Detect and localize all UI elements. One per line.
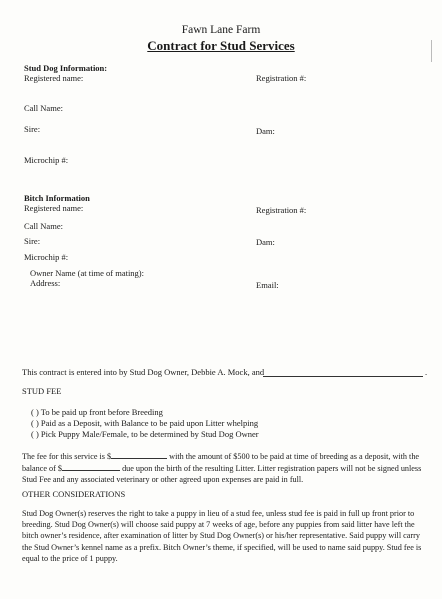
- page-title: Contract for Stud Services: [147, 38, 295, 53]
- bitch-registered-name-label: Registered name:: [24, 203, 84, 213]
- fee-paragraph: [22, 450, 430, 486]
- fee-option-1[interactable]: [31, 407, 163, 417]
- stud-registered-name-label: Registered name:: [24, 73, 84, 83]
- bitch-sire-label: Sire:: [24, 236, 41, 246]
- owner-name-label: Owner Name (at time of mating):: [30, 268, 145, 278]
- fee-text-3: of $: [49, 464, 63, 474]
- fee-option-3-checkbox[interactable]: ( ): [31, 429, 39, 439]
- bitch-owner-name-blank[interactable]: [263, 376, 423, 377]
- stud-fee-heading: STUD FEE: [22, 386, 62, 396]
- other-considerations-heading: OTHER CONSIDERATIONS: [22, 489, 126, 499]
- intro-period: .: [425, 367, 428, 377]
- fee-option-2-checkbox[interactable]: ( ): [31, 418, 39, 428]
- fee-option-1-checkbox[interactable]: ( ): [31, 407, 39, 417]
- other-considerations-text: Stud Dog Owner(s) reserves the right to take a puppy in lieu of a stud fee, unless stud fee is paid in full up front prior to breeding. Stud Dog Owner(s) will choose said puppy at 7 weeks of age, before any puppies from said litter have left the bitch owner’s residence, after examination of litter by Stud Dog Owner(s) or his/her representative. Said puppy will carry the Stud Owner’s kennel name as a prefix. Bitch Owner’s theme, if specified, will be used to name said puppy. Stud fee is equal to the price of 1 puppy.: [22, 509, 422, 563]
- email-label: Email:: [256, 280, 279, 290]
- bitch-call-name-label: Call Name:: [24, 221, 63, 231]
- fee-option-3-label: Pick Puppy Male/Female, to be determined by Stud Dog Owner: [40, 429, 259, 439]
- fee-option-2-label: Paid as a Deposit, with Balance to be paid upon Litter whelping: [40, 418, 259, 428]
- fee-amount-blank[interactable]: [111, 450, 167, 459]
- bitch-microchip-label: Microchip #:: [24, 252, 69, 262]
- fee-option-3[interactable]: [31, 429, 259, 439]
- address-label: Address:: [30, 278, 61, 288]
- stud-section-title: Stud Dog Information:: [24, 63, 108, 73]
- fee-text-2: with the amount of $500 to be paid at time of breeding as a deposit, with the balance: [22, 452, 420, 474]
- farm-name: Fawn Lane Farm: [181, 24, 261, 36]
- bitch-dam-label: Dam:: [256, 237, 275, 247]
- stud-registration-label: Registration #:: [256, 73, 307, 83]
- fee-option-2[interactable]: [31, 418, 258, 428]
- bitch-registration-label: Registration #:: [256, 205, 307, 215]
- bitch-section-title: Bitch Information: [24, 193, 90, 203]
- balance-amount-blank[interactable]: [62, 462, 120, 471]
- fee-text-1: The fee for this service is $: [22, 452, 112, 461]
- stud-call-name-label: Call Name:: [24, 103, 63, 113]
- stud-dam-label: Dam:: [256, 126, 275, 136]
- stud-microchip-label: Microchip #:: [24, 155, 69, 165]
- fee-option-1-label: To be paid up front before Breeding: [40, 407, 163, 417]
- contract-intro: This contract is entered into by Stud Dog Owner, Debbie A. Mock, and: [22, 367, 265, 377]
- stud-sire-label: Sire:: [24, 124, 41, 134]
- fee-text-4: due upon the birth of the resulting Litter. Litter registration papers will not be signed unless Stud Fee and any associated veterinary or other agreed upon expenses are paid in full.: [22, 464, 422, 485]
